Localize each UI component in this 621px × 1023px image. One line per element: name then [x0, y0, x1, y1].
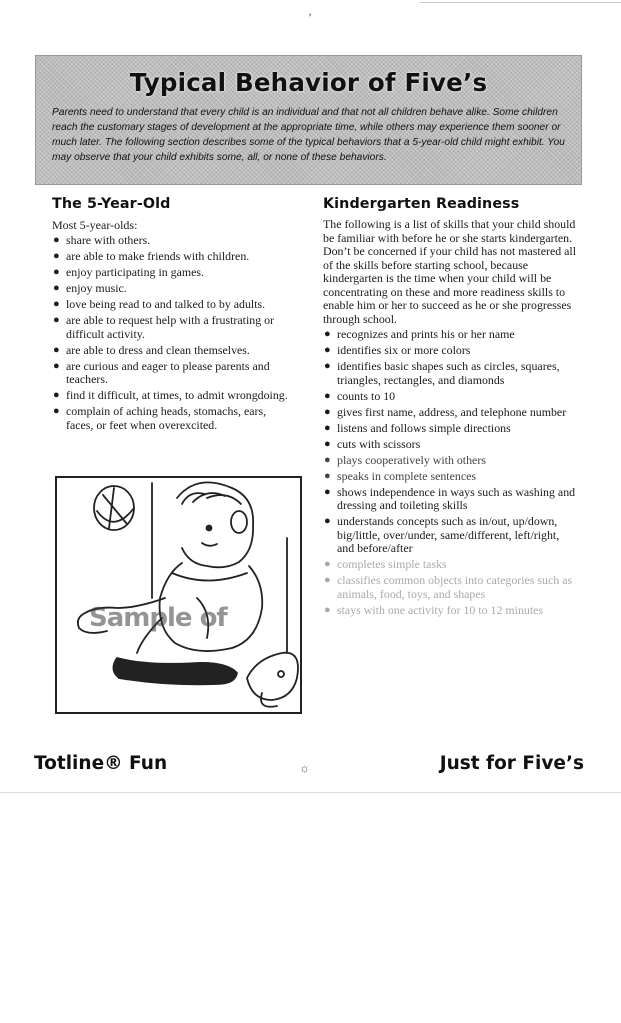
bullet-icon: ● — [53, 298, 60, 310]
intro-banner — [35, 55, 582, 185]
child-illustration — [55, 476, 302, 714]
list-item: ● identifies six or more colors — [324, 343, 471, 357]
bullet-icon: ● — [324, 405, 331, 418]
bullet-icon: ● — [324, 421, 331, 434]
list-item: ● gives first name, address, and telephone number — [324, 404, 567, 419]
list-item: ● are able to request help with a frustrating or difficult activity. — [53, 313, 275, 341]
bullet-icon: ● — [324, 515, 331, 527]
boy-putting-on-shoes-icon — [57, 478, 300, 712]
list-item: ● enjoy music. — [53, 281, 127, 295]
bullet-icon: ● — [53, 314, 60, 326]
list-item: ● listens and follows simple directions — [324, 420, 511, 435]
bullet-icon: ● — [53, 250, 60, 262]
bullet-icon: ● — [324, 437, 331, 450]
bullet-icon: ● — [324, 485, 331, 498]
section-intro: Most 5-year-olds: — [52, 218, 138, 232]
list-item: ● speaks in complete sentences — [324, 468, 477, 483]
footer-brand: Totline® Fun — [34, 753, 168, 774]
section-heading-five-year-old: The 5-Year-Old — [52, 196, 171, 212]
list-item: ● classifies common objects into categories such as animals, food, toys, and shapes — [324, 573, 573, 601]
list-item: ● counts to 10 — [324, 388, 396, 403]
list-item: ● are able to dress and clean themselves. — [53, 342, 250, 357]
list-item: ● recognizes and prints his or her name — [324, 327, 515, 341]
section-heading-kindergarten: Kindergarten Readiness — [323, 196, 520, 212]
list-item: ● love being read to and talked to by adults. — [53, 297, 266, 311]
bottom-rule — [0, 792, 621, 793]
list-item: ● identifies basic shapes such as circles, squares, triangles, rectangles, and diamonds — [324, 359, 560, 387]
banner-intro-text: Parents need to understand that every child is an individual and that not all children behave alike. Some children reach the customary stages of development at the appropriate time, while others may experience them sooner or much later. The following section describes some of the typical behaviors that a 5-year-old child might exhibit. You may observe that your child exhibits some, all, or none of these behaviors. — [52, 107, 565, 163]
bullet-icon: ● — [324, 469, 331, 482]
bullet-icon: ● — [324, 558, 331, 570]
list-item: ● are curious and eager to please parents and teachers. — [53, 358, 270, 386]
list-item: ● find it difficult, at times, to admit wrongdoing. — [53, 388, 288, 402]
list-item: ● cuts with scissors — [324, 436, 421, 451]
bullet-icon: ● — [53, 234, 60, 246]
bullet-icon: ● — [324, 360, 331, 372]
top-rule — [420, 2, 621, 3]
kindergarten-readiness-section — [323, 196, 578, 620]
bullet-icon: ● — [53, 282, 60, 294]
list-item: ● share with others. — [53, 233, 151, 247]
list-item: ● plays cooperatively with others — [324, 452, 486, 467]
list-item: ● completes simple tasks — [324, 557, 447, 571]
list-item: ● stays with one activity for 10 to 12 minutes — [324, 602, 544, 617]
behavior-list — [52, 234, 292, 432]
bullet-icon: ● — [53, 389, 60, 401]
bullet-icon: ● — [53, 405, 60, 417]
bullet-icon: ● — [324, 453, 331, 466]
list-item: ● enjoy participating in games. — [53, 265, 205, 279]
footer-series-title: Just for Five’s — [439, 753, 584, 774]
five-year-old-section — [52, 196, 292, 435]
page-mark: ’ — [308, 10, 312, 24]
section-intro: The following is a list of skills that your child should be familiar with before he or she starts kindergarten. Don’t be concerned if your child has not mastered all of the skills before starting school, because kindergarten is the time when your child will be concentrating on these and more readiness skills to enable him or her to succeed as he or she progresses through school. — [323, 217, 577, 326]
list-item: ● are able to make friends with children. — [53, 249, 250, 263]
list-item: ● understands concepts such as in/out, up/down, big/little, over/under, same/different, left/right, and before/after — [324, 514, 560, 555]
list-item: ● complain of aching heads, stomachs, ears, faces, or feet when overexcited. — [53, 404, 267, 432]
bullet-icon: ● — [324, 344, 331, 356]
bullet-icon: ● — [53, 266, 60, 278]
readiness-list — [323, 328, 578, 617]
bullet-icon: ● — [324, 389, 331, 402]
bullet-icon: ● — [53, 359, 60, 372]
bullet-icon: ● — [53, 343, 60, 356]
bullet-icon: ● — [324, 328, 331, 340]
bullet-icon: ● — [324, 574, 331, 586]
bullet-icon: ● — [324, 603, 331, 616]
footer-ornament-icon: ☼ — [299, 761, 310, 775]
sample-watermark: Sample of — [89, 603, 227, 633]
list-item: ● shows independence in ways such as washing and dressing and toileting skills — [324, 484, 576, 512]
page-title: Typical Behavior of Five’s — [129, 68, 488, 97]
